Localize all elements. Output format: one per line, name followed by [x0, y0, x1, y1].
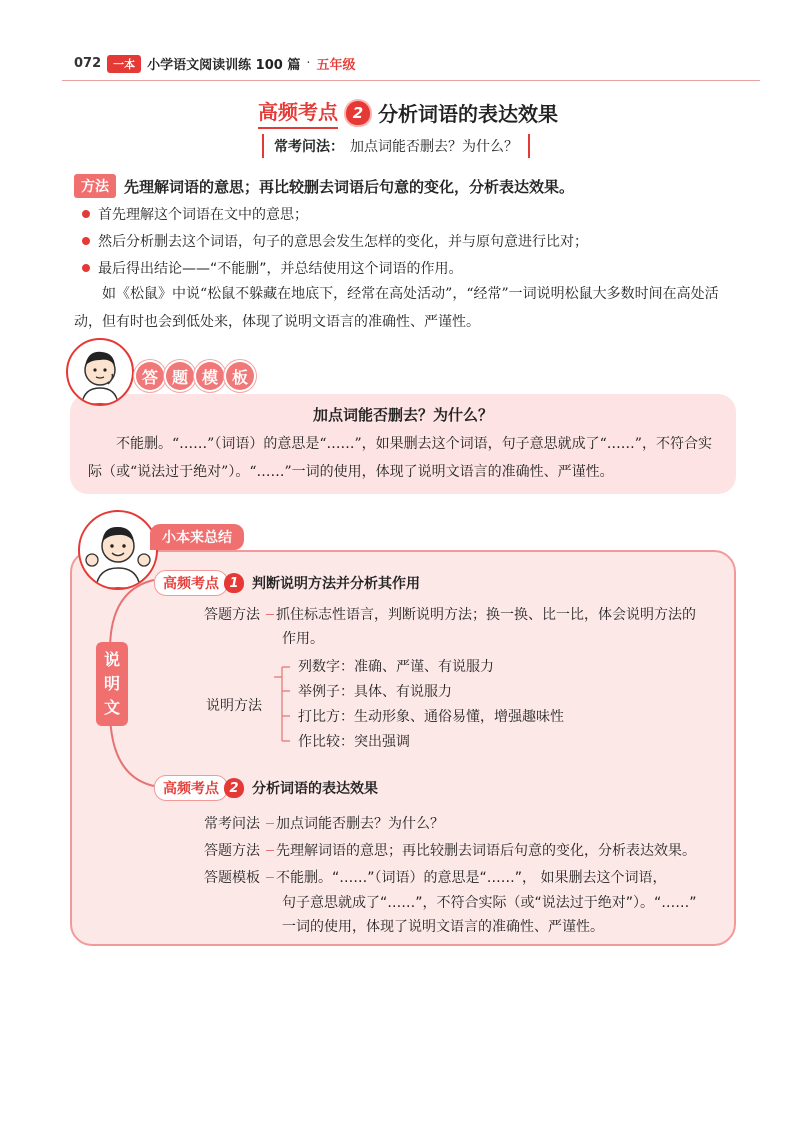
- badge-char: 题: [166, 362, 194, 390]
- template-label: 答题模板: [204, 870, 260, 886]
- dash-connector: [266, 850, 274, 860]
- template-question: 加点词能否删去？为什么？: [312, 406, 493, 424]
- ask-label: 常考问法: [204, 816, 260, 832]
- ask-text: 加点词能否删去？为什么？: [350, 139, 518, 155]
- method-row-item: [298, 731, 410, 751]
- kaodian-label: 高频考点: [258, 96, 338, 129]
- flame-number-icon: 1: [224, 573, 244, 593]
- template-text-line1: 不能删。“……”（词语）的意思是“……”， 如果删去这个词语，: [276, 870, 667, 886]
- dash-connector: [266, 823, 274, 833]
- grade-label: 五年级: [316, 58, 356, 73]
- method-effect: 生动形象、通俗易懂，增强趣味性: [354, 709, 564, 725]
- bullet-dot-icon: [82, 210, 90, 218]
- example-paragraph: 如《松鼠》中说“松鼠不躲藏在地底下，经常在高处活动”，“经常”一词说明松鼠大多数时间在高处活动，但有时也会到低处来，体现了说明文语言的准确性、严谨性。: [74, 286, 719, 330]
- badge-char: 答: [136, 362, 164, 390]
- vertical-label-text: 说明文: [104, 650, 121, 717]
- boy-avatar-icon: [68, 340, 132, 404]
- list-item: [82, 254, 588, 281]
- method-tag: 方法: [74, 174, 116, 198]
- ask-text: 加点词能否删去？为什么？: [276, 816, 444, 832]
- kaodian-pill: 高频考点: [154, 775, 228, 801]
- connector-top: [110, 580, 154, 650]
- method-row: [74, 174, 574, 198]
- methods-bracket: [274, 667, 290, 741]
- brand-logo: 一本: [107, 55, 141, 73]
- method-row-item: [298, 656, 494, 676]
- method-effect: 突出强调: [354, 734, 410, 750]
- flame-number-icon: 2: [346, 101, 370, 125]
- badge-char: 模: [196, 362, 224, 390]
- method-row-item: [298, 706, 564, 726]
- bullet-dot-icon: [82, 264, 90, 272]
- boy-thinking-avatar: [66, 338, 134, 406]
- flame-number-icon: 2: [224, 778, 244, 798]
- vertical-label: [96, 642, 128, 726]
- point2-answer-row: [204, 840, 696, 860]
- header-divider: [62, 80, 760, 81]
- header-separator: ·: [306, 56, 311, 71]
- answer-text: 先理解词语的意思；再比较删去词语后句意的变化，分析表达效果。: [276, 843, 696, 859]
- point1-heading: [154, 570, 420, 596]
- template-text-line3: 一词的使用，体现了说明文语言的准确性、严谨性。: [282, 919, 604, 935]
- book-title: 小学语文阅读训练 100 篇: [147, 58, 301, 73]
- answer-label: 答题方法: [204, 607, 260, 623]
- point2-ask-row: [204, 813, 444, 833]
- answer-text-line1: 抓住标志性语言，判断说明方法；换一换、比一比，体会说明方法的: [276, 607, 696, 623]
- template-badge: [136, 362, 254, 390]
- point1-title: 判断说明方法并分析其作用: [252, 576, 420, 592]
- point2-title: 分析词语的表达效果: [252, 781, 378, 797]
- answer-text-line2: 作用。: [282, 631, 324, 647]
- kaodian-pill: 高频考点: [154, 570, 228, 596]
- method-row-item: [298, 681, 452, 701]
- point2-template-row: [204, 867, 666, 887]
- method-name: 作比较：: [298, 734, 354, 750]
- section-name: 分析词语的表达效果: [378, 102, 558, 126]
- methods-label: 说明方法: [206, 698, 262, 714]
- point2-heading: [154, 775, 378, 801]
- summary-tag: 小本来总结: [150, 524, 244, 550]
- dash-connector: [266, 877, 274, 887]
- bullet-text: 然后分析删去这个词语，句子的意思会发生怎样的变化，并与原句意进行比对；: [98, 233, 588, 250]
- page-header: [74, 54, 356, 73]
- section-title: [258, 96, 558, 129]
- template-text-line2: 句子意思就成了“……”，不符合实际（或“说法过于绝对”）。“……”: [282, 895, 697, 911]
- badge-char: 板: [226, 362, 254, 390]
- method-effect: 准确、严谨、有说服力: [354, 659, 494, 675]
- method-name: 打比方：: [298, 709, 354, 725]
- bullet-dot-icon: [82, 237, 90, 245]
- bullet-text: 首先理解这个词语在文中的意思；: [98, 206, 308, 223]
- list-item: [82, 227, 588, 254]
- ask-label: 常考问法：: [274, 139, 344, 155]
- method-text: 先理解词语的意思；再比较删去词语后句意的变化，分析表达效果。: [124, 177, 575, 196]
- method-effect: 具体、有说服力: [354, 684, 452, 700]
- bullet-text: 最后得出结论——“不能删”，并总结使用这个词语的作用。: [98, 260, 463, 277]
- method-name: 举例子：: [298, 684, 354, 700]
- ask-box: [262, 134, 530, 158]
- template-answer: 不能删。“……”（词语）的意思是“……”，如果删去这个词语，句子意思就成了“……”，不符合实际（或“说法过于绝对”）。“……”一词的使用，体现了说明文语言的准确性、严谨性。: [88, 436, 712, 480]
- point1-answer-row: [204, 604, 696, 624]
- method-name: 列数字：: [298, 659, 354, 675]
- list-item: [82, 200, 588, 227]
- method-bullets: [82, 200, 588, 281]
- page-number: 072: [74, 56, 102, 71]
- answer-label: 答题方法: [204, 843, 260, 859]
- dash-connector: [266, 614, 274, 624]
